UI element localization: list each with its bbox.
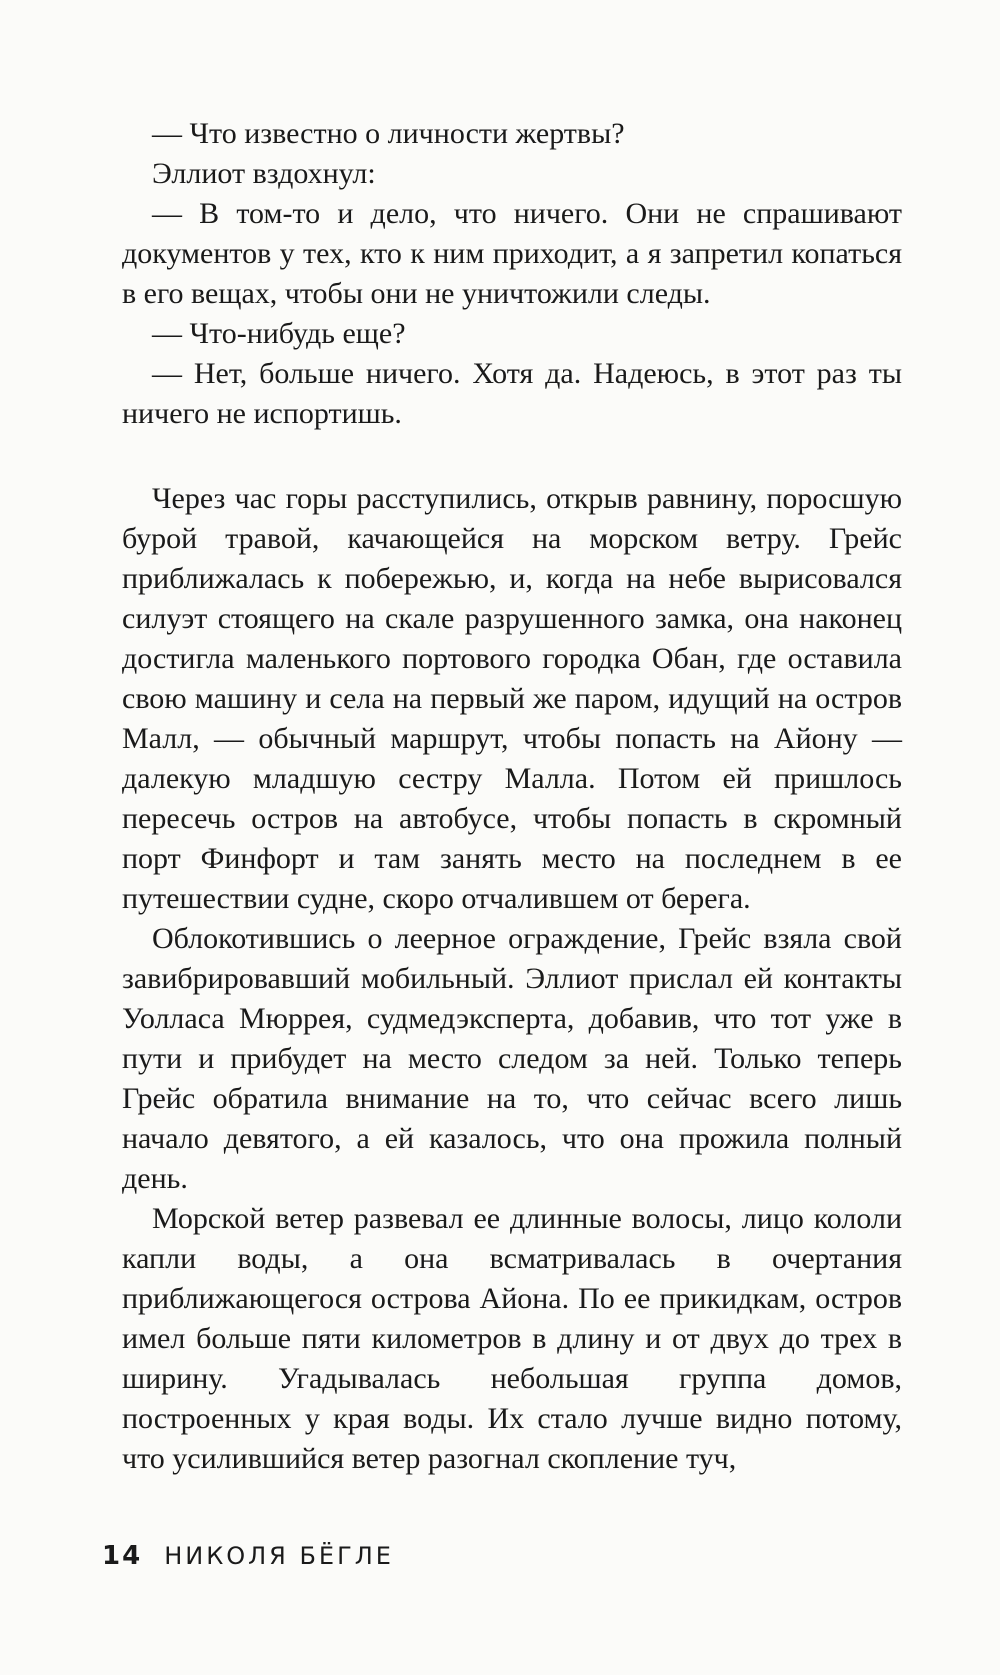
dialogue-line: Эллиот вздохнул: bbox=[152, 157, 376, 190]
dialogue-line: — В том-то и дело, что ничего. Они не спрашивают документов у тех, кто к ним приходит, а я запретил копаться в его вещах, чтобы они не уничтожили следы. bbox=[122, 197, 902, 310]
page-number: 14 bbox=[102, 1541, 143, 1571]
running-head-author: НИКОЛЯ БЁГЛЕ bbox=[164, 1542, 394, 1570]
dialogue-block bbox=[122, 114, 902, 434]
paragraph: Через час горы расступились, открыв равнину, поросшую бурой травой, качающейся на морском ветру. Грейс приближалась к побережью, и, когда на небе вырисовался силуэт стоящего на скале разрушенного замка, она наконец достигла маленького портового городка Обан, где оставила свою машину и села на первый же паром, идущий на остров Малл, — обычный маршрут, чтобы попасть на Айону — далекую младшую сестру Малла. Потом ей пришлось пересечь остров на автобусе, чтобы попасть в скромный порт Финфорт и там занять место на последнем в ее путешествии судне, скоро отчалившем от берега. bbox=[122, 482, 902, 915]
paragraph: Облокотившись о леерное ограждение, Грейс взяла свой завибрировавший мобильный. Эллиот прислал ей контакты Уолласа Мюррея, судмедэксперта, добавив, что тот уже в пути и прибудет на место следом за ней. Только теперь Грейс обратила внимание на то, что сейчас всего лишь начало девятого, а ей казалось, что она прожила полный день. bbox=[122, 922, 902, 1195]
page-footer bbox=[102, 1536, 394, 1576]
dialogue-line: — Нет, больше ничего. Хотя да. Надеюсь, в этот раз ты ничего не испортишь. bbox=[122, 357, 902, 430]
dialogue-line: — Что известно о личности жертвы? bbox=[152, 117, 625, 150]
narrative-block bbox=[122, 479, 902, 1479]
paragraph: Морской ветер развевал ее длинные волосы, лицо кололи капли воды, а она всматривалась в очертания приближающегося острова Айона. По ее прикидкам, остров имел больше пяти километров в длину и от двух до трех в ширину. Угадывалась небольшая группа домов, построенных у края воды. Их стало лучше видно потому, что усилившийся ветер разогнал скопление туч, bbox=[122, 1202, 902, 1475]
dialogue-line: — Что-нибудь еще? bbox=[152, 317, 406, 350]
